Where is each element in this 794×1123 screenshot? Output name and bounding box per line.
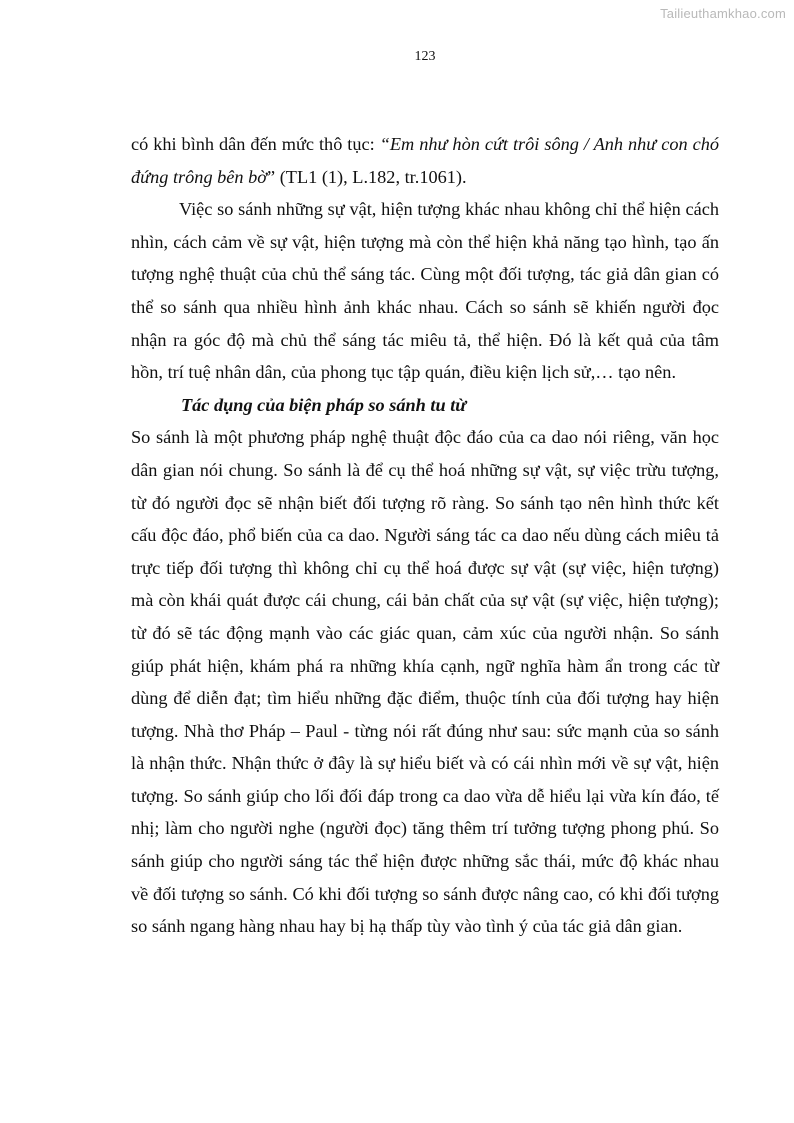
paragraph-effects: So sánh là một phương pháp nghệ thuật độc đáo của ca dao nói riêng, văn học dân gian nói chung. So sánh là để cụ thể hoá những sự vật, sự việc trừu tượng, từ đó người đọc sẽ nhận biết đối tượng rõ ràng. So sánh tạo nên hình thức kết cấu độc đáo, phổ biến của ca dao. Người sáng tác ca dao nếu dùng cách miêu tả trực tiếp đối tượng thì không chỉ cụ thể hoá được sự vật (sự việc, hiện tượng) mà còn khái quát được cái chung, cái bản chất của sự vật (sự việc, hiện tượng); từ đó sẽ tác động mạnh vào các giác quan, cảm xúc của người nhận. So sánh giúp phát hiện, khám phá ra những khía cạnh, ngữ nghĩa hàm ẩn trong các từ dùng để diễn đạt; tìm hiểu những đặc điểm, thuộc tính của đối tượng hay hiện tượng. Nhà thơ Pháp – Paul - từng nói rất đúng như sau: sức mạnh của so sánh là nhận thức. Nhận thức ở đây là sự hiểu biết và có cái nhìn mới về sự vật, hiện tượng. So sánh giúp cho lối đối đáp trong ca dao vừa dễ hiểu lại vừa kín đáo, tế nhị; làm cho người nghe (người đọc) tăng thêm trí tưởng tượng phong phú. So sánh giúp cho người sáng tác thể hiện được những sắc thái, mức độ khác nhau về đối tượng so sánh. Có khi đối tượng so sánh được nâng cao, có khi đối tượng so sánh ngang hàng nhau hay bị hạ thấp tùy vào tình ý của tác giả dân gian.	[131, 427, 719, 937]
folk-verse-quote: “Em như hòn cứt trôi sông / Anh như con chó đứng trông bên bờ	[131, 134, 719, 187]
watermark-text: Tailieuthamkhao.com	[660, 6, 786, 21]
paragraph-continuation	[131, 128, 719, 193]
paragraph-lead-text: có khi bình dân đến mức thô tục:	[131, 134, 380, 154]
document-body	[131, 128, 719, 943]
citation-text: ” (TL1 (1), L.182, tr.1061).	[267, 166, 467, 187]
page-number: 123	[414, 49, 436, 64]
section-heading: Tác dụng của biện pháp so sánh tu từ	[181, 394, 467, 415]
paragraph-comparison: Việc so sánh những sự vật, hiện tượng khác nhau không chỉ thể hiện cách nhìn, cách cảm về sự vật, hiện tượng mà còn thể hiện khả năng tạo hình, tạo ấn tượng nghệ thuật của chủ thể sáng tác. Cùng một đối tượng, tác giả dân gian có thể so sánh qua nhiều hình ảnh khác nhau. Cách so sánh sẽ khiến người đọc nhận ra góc độ mà chủ thể sáng tác miêu tả, thể hiện. Đó là kết quả của tâm hồn, trí tuệ nhân dân, của phong tục tập quán, điều kiện lịch sử,… tạo nên.	[131, 199, 719, 383]
